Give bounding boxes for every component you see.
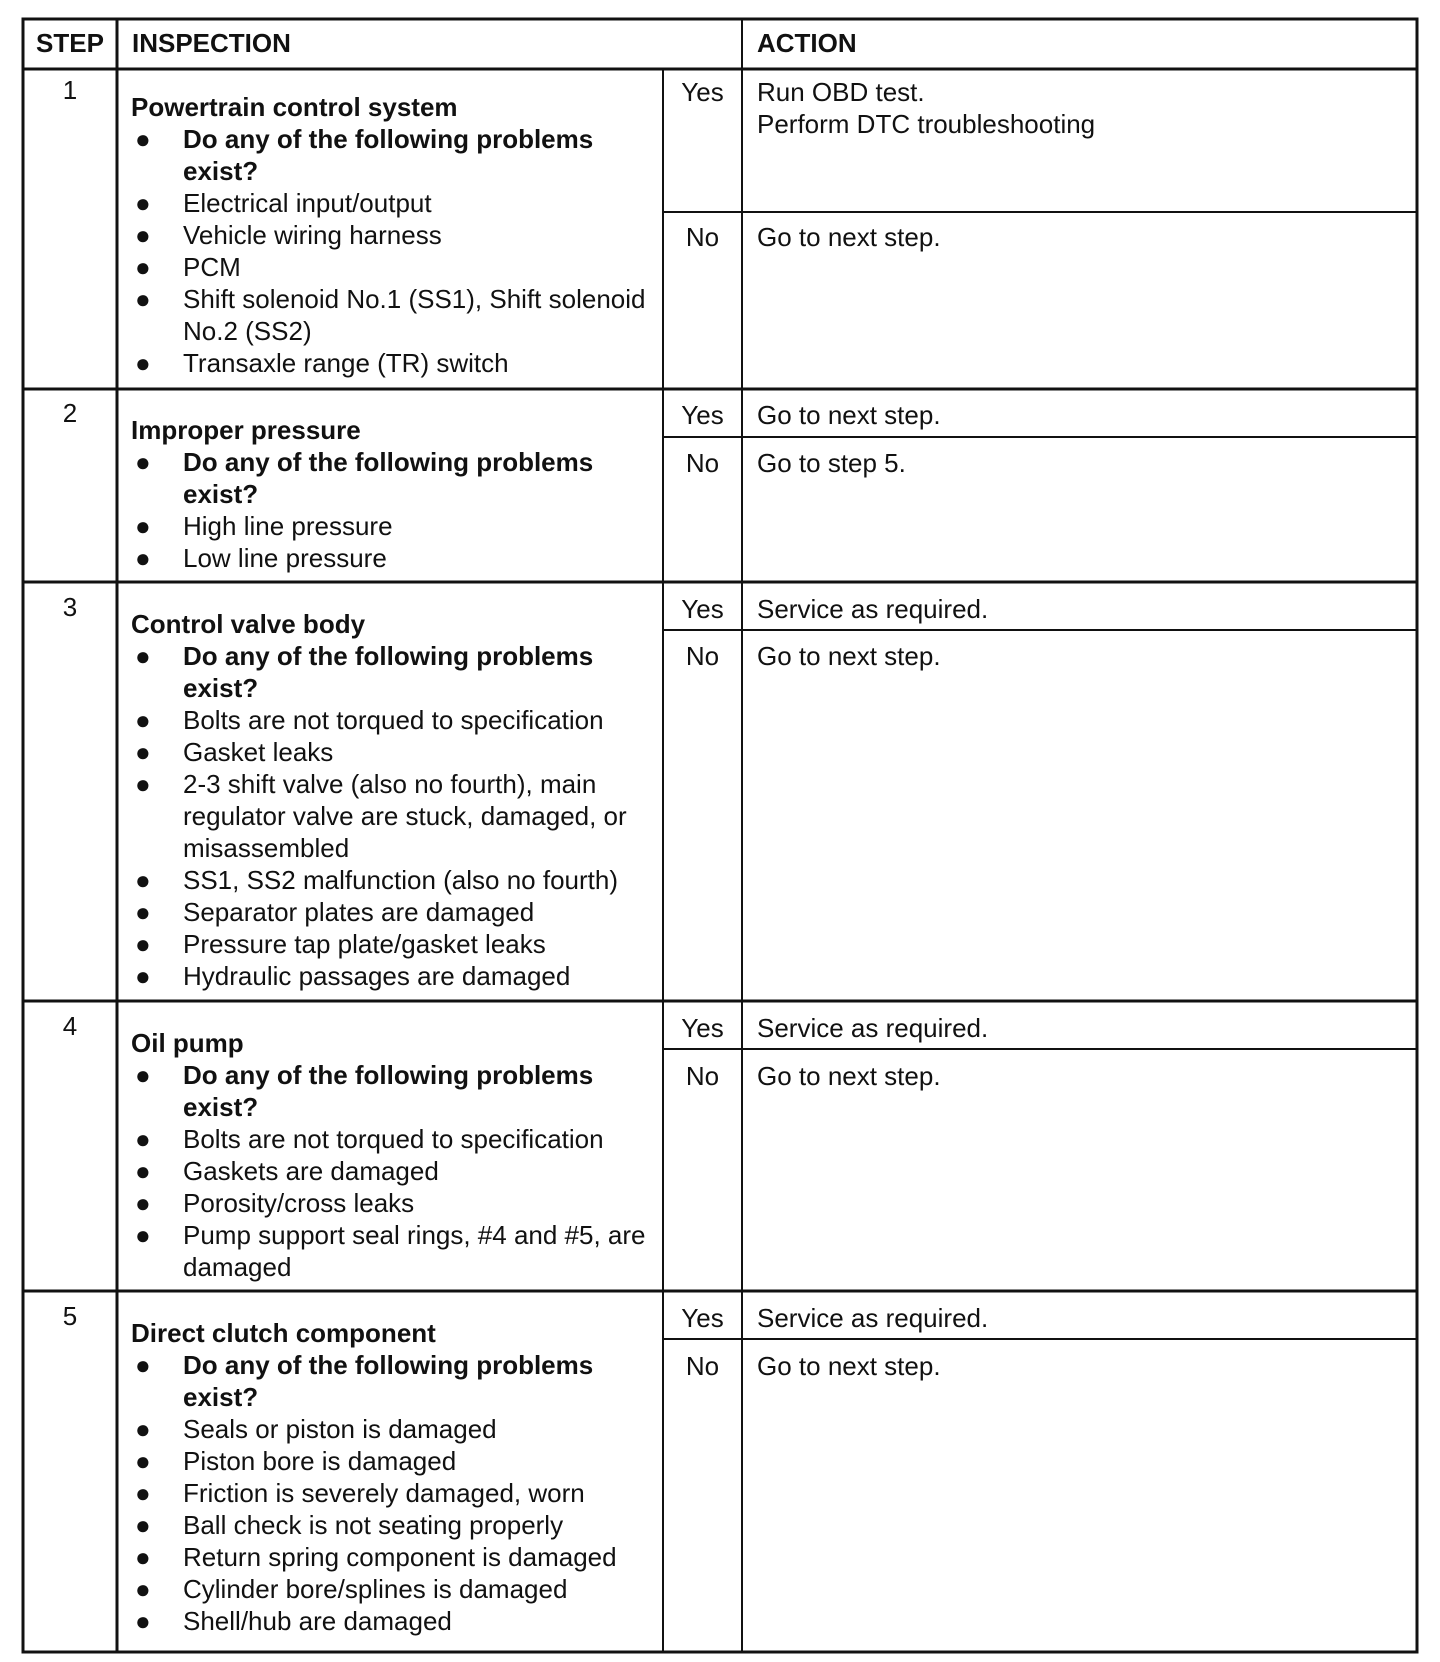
yes-label: Yes (681, 77, 724, 107)
header-step: STEP (36, 28, 104, 58)
list-item: ● Electrical input/output (135, 188, 432, 218)
inspection-list (131, 446, 656, 574)
inspection-title: Direct clutch component (131, 1318, 436, 1348)
list-item: ● Porosity/cross leaks (135, 1188, 415, 1218)
inspection-title: Powertrain control system (131, 92, 458, 122)
list-item: ● Bolts are not torqued to specification (135, 1124, 604, 1154)
list-item: ● Hydraulic passages are damaged (135, 961, 571, 991)
step-number: 3 (62, 592, 78, 622)
no-action: Go to step 5. (757, 448, 906, 478)
no-label: No (685, 1351, 720, 1381)
list-item: ● Do any of the following problems exist? (135, 1350, 594, 1412)
inspection-cell (131, 1317, 656, 1637)
list-item: ● SS1, SS2 malfunction (also no fourth) (135, 865, 619, 895)
list-item: ● Do any of the following problems exist? (135, 124, 594, 186)
list-item: ● Do any of the following problems exist? (135, 1060, 594, 1122)
inspection-cell (131, 414, 656, 574)
list-item: ● Seals or piston is damaged (135, 1414, 497, 1444)
step-number: 4 (62, 1011, 78, 1041)
list-item: ● Low line pressure (135, 543, 387, 573)
yes-label: Yes (681, 1013, 724, 1043)
no-label: No (685, 1061, 720, 1091)
no-action: Go to next step. (757, 641, 941, 671)
inspection-list (131, 123, 656, 379)
no-label: No (685, 222, 720, 252)
list-item: ● Bolts are not torqued to specification (135, 705, 604, 735)
inspection-title: Improper pressure (131, 415, 361, 445)
no-label: No (685, 448, 720, 478)
yes-action: Go to next step. (757, 400, 941, 430)
yes-action: Service as required. (757, 1013, 989, 1043)
list-item: ● Piston bore is damaged (135, 1446, 457, 1476)
no-action: Go to next step. (757, 222, 941, 252)
step-number: 2 (62, 398, 78, 428)
header-inspection: INSPECTION (132, 28, 291, 58)
yes-action: Service as required. (757, 594, 989, 624)
inspection-list (131, 1349, 656, 1637)
yes-label: Yes (681, 1303, 724, 1333)
list-item: ● Pressure tap plate/gasket leaks (135, 929, 546, 959)
list-item: ● Ball check is not seating properly (135, 1510, 564, 1540)
list-item: ● Do any of the following problems exist? (135, 447, 594, 509)
list-item: ● Shift solenoid No.1 (SS1), Shift solenoid No.2 (SS2) (135, 284, 646, 346)
inspection-list (131, 640, 656, 992)
step-number: 1 (62, 75, 78, 105)
list-item: ● 2-3 shift valve (also no fourth), main regulator valve are stuck, damaged, or misassembled (135, 769, 627, 863)
list-item: ● Separator plates are damaged (135, 897, 535, 927)
list-item: ● Return spring component is damaged (135, 1542, 617, 1572)
list-item: ● Transaxle range (TR) switch (135, 348, 509, 378)
no-label: No (685, 641, 720, 671)
inspection-list (131, 1059, 656, 1283)
header-action: ACTION (757, 28, 857, 58)
list-item: ● Gasket leaks (135, 737, 334, 767)
inspection-title: Oil pump (131, 1028, 244, 1058)
list-item: ● Cylinder bore/splines is damaged (135, 1574, 568, 1604)
step-number: 5 (62, 1301, 78, 1331)
yes-action: Service as required. (757, 1303, 989, 1333)
list-item: ● Pump support seal rings, #4 and #5, are damaged (135, 1220, 646, 1282)
list-item: ● Do any of the following problems exist? (135, 641, 594, 703)
list-item: ● Gaskets are damaged (135, 1156, 439, 1186)
inspection-cell (131, 608, 656, 992)
inspection-cell (131, 1027, 656, 1283)
yes-label: Yes (681, 400, 724, 430)
list-item: ● Friction is severely damaged, worn (135, 1478, 585, 1508)
no-action: Go to next step. (757, 1351, 941, 1381)
yes-action: Run OBD test. Perform DTC troubleshooting (757, 77, 1096, 139)
list-item: ● Shell/hub are damaged (135, 1606, 452, 1636)
no-action: Go to next step. (757, 1061, 941, 1091)
list-item: ● PCM (135, 252, 241, 282)
inspection-title: Control valve body (131, 609, 366, 639)
list-item: ● High line pressure (135, 511, 393, 541)
yes-label: Yes (681, 594, 724, 624)
inspection-cell (131, 91, 656, 379)
list-item: ● Vehicle wiring harness (135, 220, 442, 250)
